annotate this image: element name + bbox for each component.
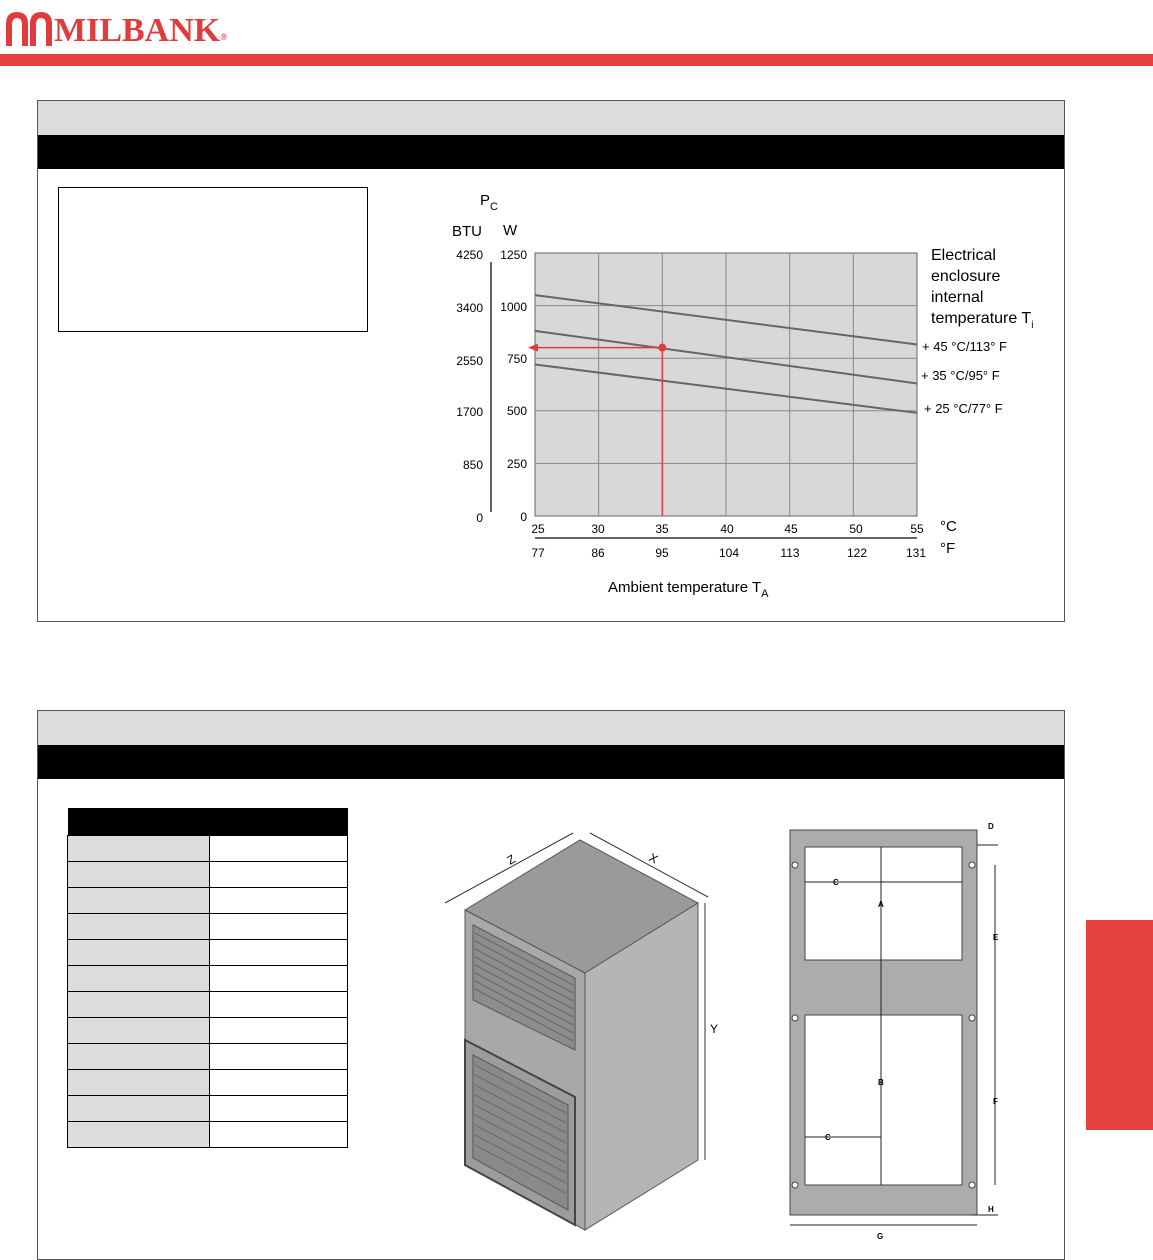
- dim-label-y: Y: [710, 1022, 719, 1036]
- y-tick-w: 250: [506, 457, 527, 471]
- table-cell: [68, 1122, 210, 1148]
- dimensions-panel-subtitle-bar: [38, 745, 1064, 779]
- table-row: [68, 888, 348, 914]
- table-row: [68, 940, 348, 966]
- table-header-cell: [210, 808, 348, 836]
- x-tick-c: 55: [910, 522, 924, 536]
- y-tick-btu: 4250: [456, 248, 483, 262]
- table-header-cell: [68, 808, 210, 836]
- x-unit-f: °F: [940, 540, 956, 557]
- dimensions-panel-title-bar: [38, 711, 1064, 745]
- legend-title: [931, 247, 1033, 331]
- legend-title-line: internal: [931, 289, 984, 306]
- y-tick-btu: 850: [462, 458, 483, 472]
- y-tick-w: 1250: [500, 248, 527, 262]
- table-cell: [68, 940, 210, 966]
- table-cell: [210, 940, 348, 966]
- y-unit-btu: BTU: [452, 223, 482, 240]
- table-cell: [210, 914, 348, 940]
- table-cell: [210, 888, 348, 914]
- dim-label-x: X: [646, 850, 661, 867]
- table-cell: [210, 836, 348, 862]
- table-cell: [210, 992, 348, 1018]
- dim-label-g: G: [877, 1232, 884, 1241]
- y-tick-w: 750: [506, 352, 527, 366]
- y-ticks-w: [500, 248, 527, 524]
- table-header-row: [68, 808, 348, 836]
- x-tick-f: 122: [846, 546, 868, 560]
- x-tick-f: 104: [718, 546, 740, 560]
- x-ticks-f: [531, 546, 926, 560]
- series-labels: [921, 339, 1007, 416]
- series-label: + 35 °C/95° F: [921, 368, 1000, 383]
- table-cell: [68, 1044, 210, 1070]
- x-tick-f: 131: [905, 546, 927, 560]
- table-cell: [68, 966, 210, 992]
- dim-label-b: B: [878, 1078, 884, 1087]
- table-cell: [210, 1096, 348, 1122]
- cutout-template-drawing: [780, 815, 1000, 1245]
- y-tick-w: 0: [520, 510, 527, 524]
- registered-mark: ®: [220, 32, 227, 42]
- table-cell: [210, 862, 348, 888]
- table-cell: [68, 992, 210, 1018]
- dim-label-h: H: [988, 1205, 994, 1214]
- table-cell: [210, 966, 348, 992]
- y-tick-w: 500: [506, 404, 527, 418]
- dim-label-e: E: [993, 933, 999, 942]
- dim-label-f: F: [993, 1097, 998, 1106]
- x-tick-c: 50: [849, 522, 863, 536]
- y-tick-btu: 0: [476, 511, 483, 525]
- x-tick-f: 86: [591, 546, 605, 560]
- section-tab: [1086, 920, 1153, 1130]
- dim-label-c-top: C: [833, 878, 839, 887]
- table-row: [68, 1096, 348, 1122]
- table-cell: [68, 862, 210, 888]
- x-ticks-c: [531, 522, 924, 536]
- table-row: [68, 992, 348, 1018]
- table-cell: [210, 1122, 348, 1148]
- table-row: [68, 914, 348, 940]
- series-label: + 45 °C/113° F: [922, 339, 1007, 354]
- y-quantity-label: $P_C$: [480, 192, 498, 213]
- legend-title-line: Electrical: [931, 247, 996, 264]
- y-tick-btu: 3400: [456, 301, 483, 315]
- table-cell: [68, 914, 210, 940]
- dim-label-d: D: [988, 822, 994, 831]
- y-ticks-btu: [456, 248, 483, 525]
- dimensions-table: [67, 808, 348, 1148]
- table-row: [68, 966, 348, 992]
- brand-name: MILBANK®: [54, 12, 227, 49]
- x-tick-c: 25: [531, 522, 545, 536]
- table-cell: [68, 1070, 210, 1096]
- table-row: [68, 836, 348, 862]
- x-tick-c: 40: [720, 522, 734, 536]
- table-cell: [68, 1096, 210, 1122]
- x-unit-c: °C: [940, 518, 957, 535]
- legend-title-line: temperature $T_i$: [931, 310, 1034, 331]
- x-tick-c: 45: [784, 522, 798, 536]
- table-row: [68, 1018, 348, 1044]
- series-label: + 25 °C/77° F: [924, 401, 1003, 416]
- table-row: [68, 1070, 348, 1096]
- y-tick-btu: 1700: [456, 405, 483, 419]
- table-cell: [210, 1070, 348, 1096]
- table-cell: [210, 1044, 348, 1070]
- dim-label-a: A: [878, 900, 884, 909]
- table-cell: [210, 1018, 348, 1044]
- table-cell: [68, 1018, 210, 1044]
- dim-label-c-bottom: C: [825, 1133, 831, 1142]
- dim-label-z: Z: [504, 851, 518, 868]
- x-tick-f: 77: [531, 546, 545, 560]
- y-unit-w: W: [503, 222, 518, 239]
- reading-point: [658, 344, 666, 352]
- reading-arrow-head: [528, 344, 538, 352]
- unit-isometric-drawing: [440, 825, 730, 1235]
- lower-cutout: [805, 1015, 962, 1185]
- x-axis-label: Ambient temperature $T_A$: [608, 579, 769, 600]
- table-cell: [68, 888, 210, 914]
- table-row: [68, 1122, 348, 1148]
- x-tick-c: 35: [655, 522, 669, 536]
- x-tick-c: 30: [591, 522, 605, 536]
- table-row: [68, 1044, 348, 1070]
- x-tick-f: 95: [655, 546, 669, 560]
- legend-title-line: enclosure: [931, 268, 1001, 285]
- y-tick-w: 1000: [500, 300, 527, 314]
- x-tick-f: 113: [780, 546, 800, 560]
- table-row: [68, 862, 348, 888]
- table-cell: [68, 836, 210, 862]
- y-tick-btu: 2550: [456, 354, 483, 368]
